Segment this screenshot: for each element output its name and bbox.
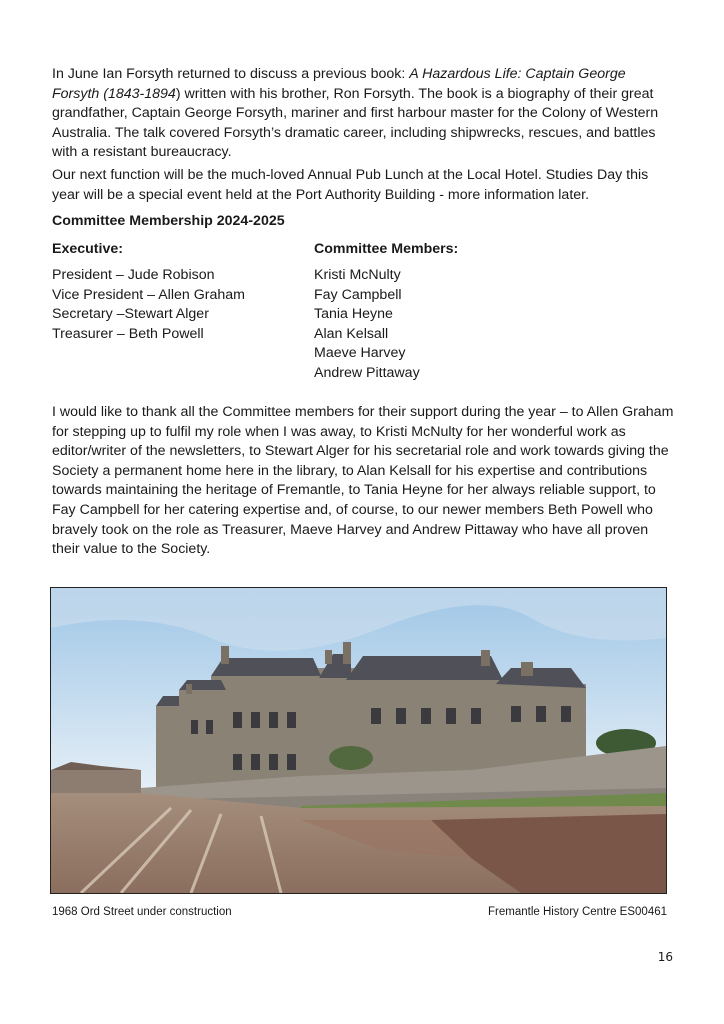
list-item: Vice President – Allen Graham — [52, 286, 245, 303]
list-item: Andrew Pittaway — [314, 364, 420, 381]
intro-paragraph — [52, 65, 676, 163]
intro-text-part2: ) written with his brother, Ron Forsyth. The book is a biography of their great grandfather, Captain George Forsyth, mariner and first harbour master for the Colony of Western Australia. The talk covered Forsyth’s dramatic career, including shipwrecks, rescues, and battles with a resistant bureaucracy. — [52, 85, 659, 161]
list-item: Maeve Harvey — [314, 345, 406, 362]
list-item: Secretary –Stewart Alger — [52, 306, 209, 323]
intro-text-part1: In June Ian Forsyth returned to discuss a previous book: — [52, 66, 410, 82]
committee-heading: Committee Membership 2024-2025 — [52, 213, 285, 229]
executive-heading: Executive: — [52, 241, 123, 257]
ord-street-photo — [50, 587, 667, 894]
committee-members-heading: Committee Members: — [314, 241, 459, 257]
book-title: A Hazardous Life: Captain George Forsyth (1843-1894 — [52, 66, 626, 102]
committee-members-list — [314, 266, 420, 384]
next-function-paragraph: Our next function will be the much-loved Annual Pub Lunch at the Local Hotel. Studies Day this year will be a special event held at the Port Authority Building - more information later. — [52, 167, 649, 203]
list-item: Fay Campbell — [314, 286, 402, 303]
list-item: President – Jude Robison — [52, 267, 215, 283]
page-number: 16 — [657, 950, 673, 964]
list-item: Alan Kelsall — [314, 325, 389, 342]
photo-caption: 1968 Ord Street under construction — [52, 906, 232, 918]
thanks-paragraph: I would like to thank all the Committee members for their support during the year – to Allen Graham for stepping up to fulfil my role when I was away, to Kristi McNulty for her wonderful work as editor/writer of the newsletters, to Stewart Alger for his secretarial role and work towards giving the Society a permanent home here in the library, to Alan Kelsall for his expertise and contributions towards maintaining the heritage of Fremantle, to Tania Heyne for her always reliable support, to Fay Campbell for her catering expertise and, of course, to our newer members Beth Powell who bravely took on the role as Treasurer, Maeve Harvey and Andrew Pittaway who have all proven their value to the Society. — [52, 404, 674, 558]
list-item: Treasurer – Beth Powell — [52, 325, 204, 342]
list-item: Tania Heyne — [314, 306, 393, 323]
photo-credit: Fremantle History Centre ES00461 — [488, 906, 667, 918]
executive-list — [52, 266, 245, 344]
list-item: Kristi McNulty — [314, 267, 401, 283]
